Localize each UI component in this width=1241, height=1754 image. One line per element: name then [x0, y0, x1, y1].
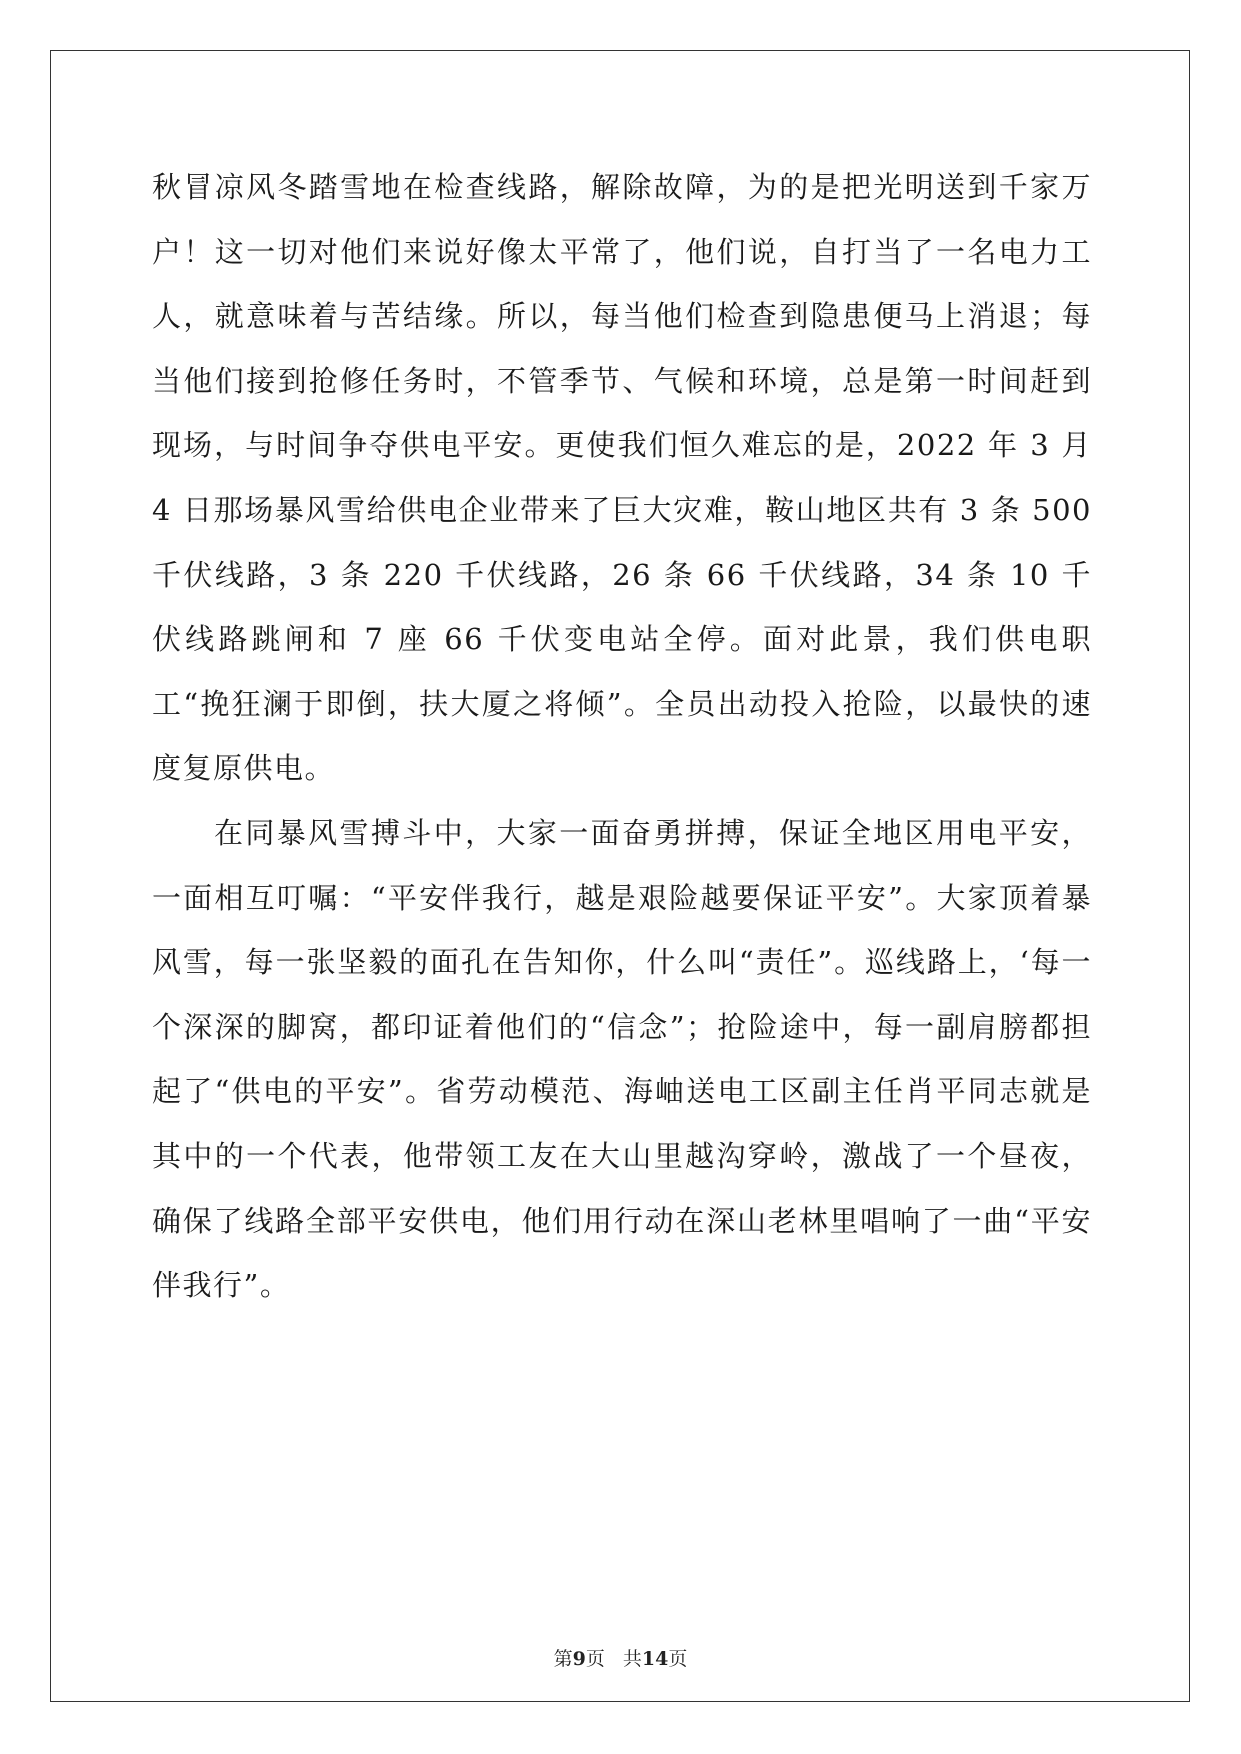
paragraph-1: 秋冒凉风冬踏雪地在检查线路，解除故障，为的是把光明送到千家万户！这一切对他们来说好像太平常了，他们说，自打当了一名电力工人，就意味着与苦结缘。所以，每当他们检查到隐患便马上消退；每当他们接到抢修任务时，不管季节、气候和环境，总是第一时间赶到现场，与时间争夺供电平安。更使我们恒久难忘的是，2022 年 3 月 4 日那场暴风雪给供电企业带来了巨大灾难，鞍山地区共有 3 条 500 千伏线路，3 条 220 千伏线路，26 条 66 千伏线路，34 条 10 千伏线路跳闸和 7 座 66 千伏变电站全停。面对此景，我们供电职工“挽狂澜于即倒，扶大厦之将倾”。全员出动投入抢险，以最快的速度复原供电。 — [152, 170, 1092, 786]
document-body — [152, 155, 1092, 1318]
page-prefix: 第 — [553, 1648, 573, 1670]
total-suffix: 页 — [668, 1648, 688, 1670]
total-prefix: 共 — [622, 1648, 642, 1670]
page-footer — [0, 1644, 1241, 1671]
paragraph-2: 在同暴风雪搏斗中，大家一面奋勇拼搏，保证全地区用电平安，一面相互叮嘱：“平安伴我行，越是艰险越要保证平安”。大家顶着暴风雪，每一张坚毅的面孔在告知你，什么叫“责任”。巡线路上，‘每一个深深的脚窝，都印证着他们的“信念”；抢险途中，每一副肩膀都担起了“供电的平安”。省劳动模范、海岫送电工区副主任肖平同志就是其中的一个代表，他带领工友在大山里越沟穿岭，激战了一个昼夜，确保了线路全部平安供电，他们用行动在深山老林里唱响了一曲“平安伴我行”。 — [152, 815, 1092, 1303]
total-pages: 14 — [641, 1648, 669, 1670]
page-suffix: 页 — [585, 1648, 605, 1670]
page-number: 9 — [572, 1648, 586, 1670]
